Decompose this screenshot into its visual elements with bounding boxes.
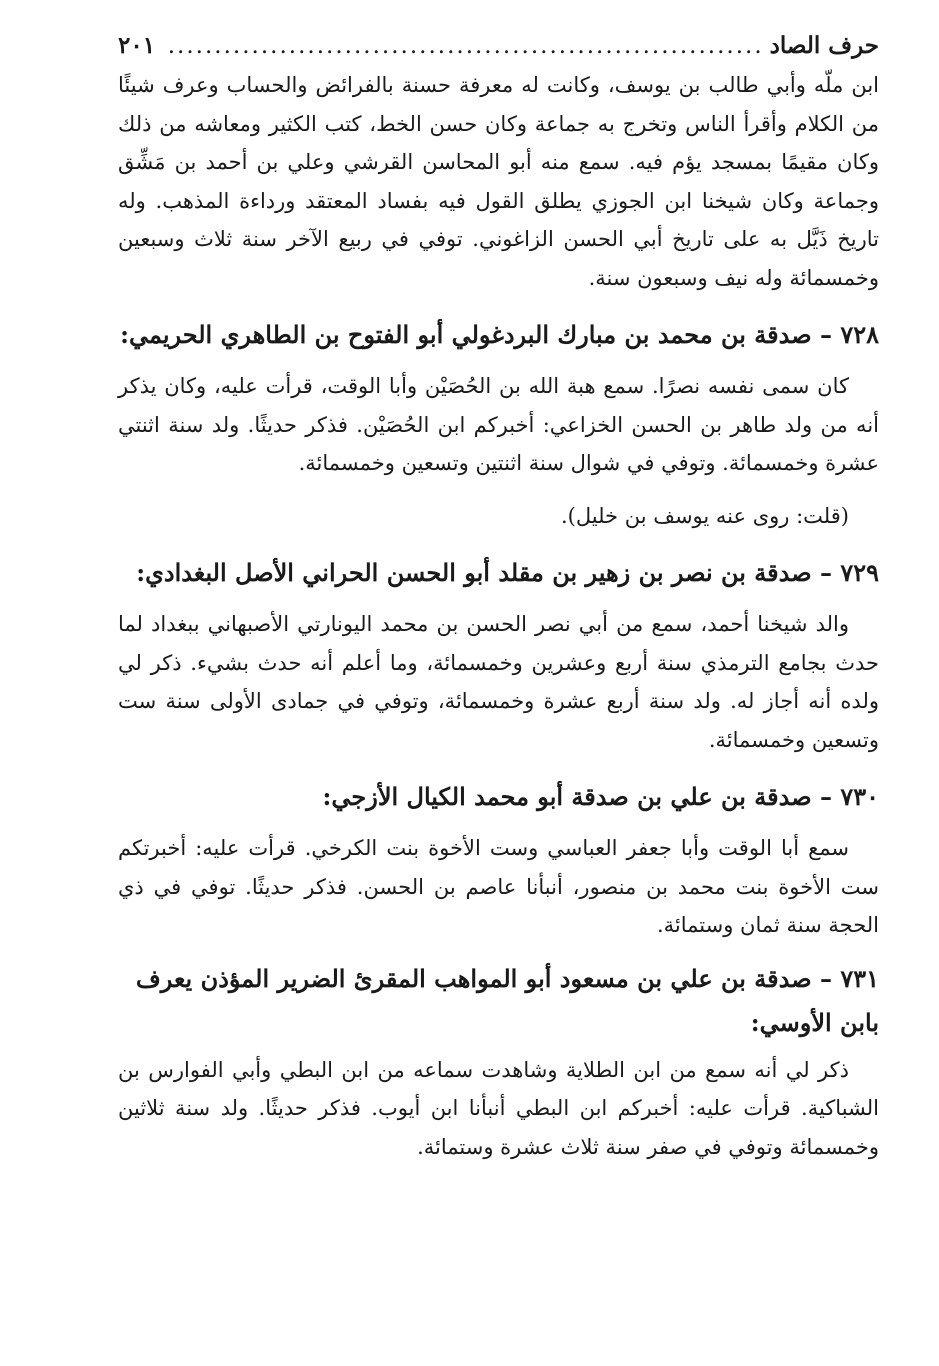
entry-body: ذكر لي أنه سمع من ابن الطلاية وشاهدت سماعه من ابن البطي وأبي الفوارس بن الشباكية. قرأت عليه: أخبركم ابن البطي أنبأنا ابن أيوب. فذكر حديثًا. ولد سنة ثلاثين وخمسمائة وتوفي في صفر سنة ثلاث عشرة وستمائة. xyxy=(118,1057,879,1159)
entry-heading: ٧٢٩ – صدقة بن نصر بن زهير بن مقلد أبو الحسن الحراني الأصل البغدادي: xyxy=(136,558,879,587)
entry-heading: ٧٣٠ – صدقة بن علي بن صدقة أبو محمد الكيال الأزجي: xyxy=(322,782,879,811)
continued-paragraph: ابن ملّه وأبي طالب بن يوسف، وكانت له معرفة حسنة بالفرائض والحساب وعرف شيئًا من الكلام وأقرأ الناس وتخرج به جماعة وكان حسن الخط، كتب الكثير ومعاشه من ذلك وكان مقيمًا بمسجد يؤم فيه. سمع منه أبو المحاسن القرشي وعلي بن أحمد بن مَشِّق وجماعة وكان شيخنا ابن الجوزي يطلق القول فيه بفساد المعتقد ورداءة المذهب. وله تاريخ ذَيَّل به على تاريخ أبي الحسن الزاغوني. توفي في ربيع الآخر سنة ثلاث وسبعين وخمسمائة وله نيف وسبعون سنة. xyxy=(118,73,879,290)
entry-body: كان سمى نفسه نصرًا. سمع هبة الله بن الحُصَيْن وأبا الوقت، قرأت عليه، وكان يذكر أنه من ولد طاهر بن الحسن الخزاعي: أخبركم ابن الحُصَيْن. فذكر حديثًا. ولد سنة اثنتي عشرة وخمسمائة. وتوفي في شوال سنة اثنتين وتسعين وخمسمائة. xyxy=(118,374,879,475)
leader-dots: ................................................................ xyxy=(167,33,764,59)
entry-729 xyxy=(118,553,879,759)
entry-728 xyxy=(118,315,879,535)
section-title: حرف الصاد xyxy=(769,32,879,59)
running-header xyxy=(118,28,879,64)
entry-note: (قلت: روى عنه يوسف بن خليل). xyxy=(560,503,849,528)
page-number: ٢٠١ xyxy=(118,32,156,59)
entry-body: والد شيخنا أحمد، سمع من أبي نصر الحسن بن محمد اليونارتي الأصبهاني ببغداد لما حدث بجامع الترمذي سنة أربع وعشرين وخمسمائة، وما أعلم أنه حدث بشيء. ذكر لي ولده أنه أجاز له. ولد سنة أربع عشرة وخمسمائة، وتوفي في جمادى الأولى سنة ست وتسعين وخمسمائة. xyxy=(118,612,879,752)
entry-731 xyxy=(118,957,879,1167)
entry-heading: ٧٢٨ – صدقة بن محمد بن مبارك البردغولي أبو الفتوح بن الطاهري الحريمي: xyxy=(120,320,879,349)
entry-body: سمع أبا الوقت وأبا جعفر العباسي وست الأخوة بنت الكرخي. قرأت عليه: أخبرتكم ست الأخوة بنت محمد بن منصور، أنبأنا عاصم بن الحسن. فذكر حديثًا. توفي في ذي الحجة سنة ثمان وستمائة. xyxy=(118,836,879,937)
entry-730 xyxy=(118,777,879,945)
entry-heading: ٧٣١ – صدقة بن علي بن مسعود أبو المواهب المقرئ الضرير المؤذن يعرف بابن الأوسي: xyxy=(135,963,879,1037)
